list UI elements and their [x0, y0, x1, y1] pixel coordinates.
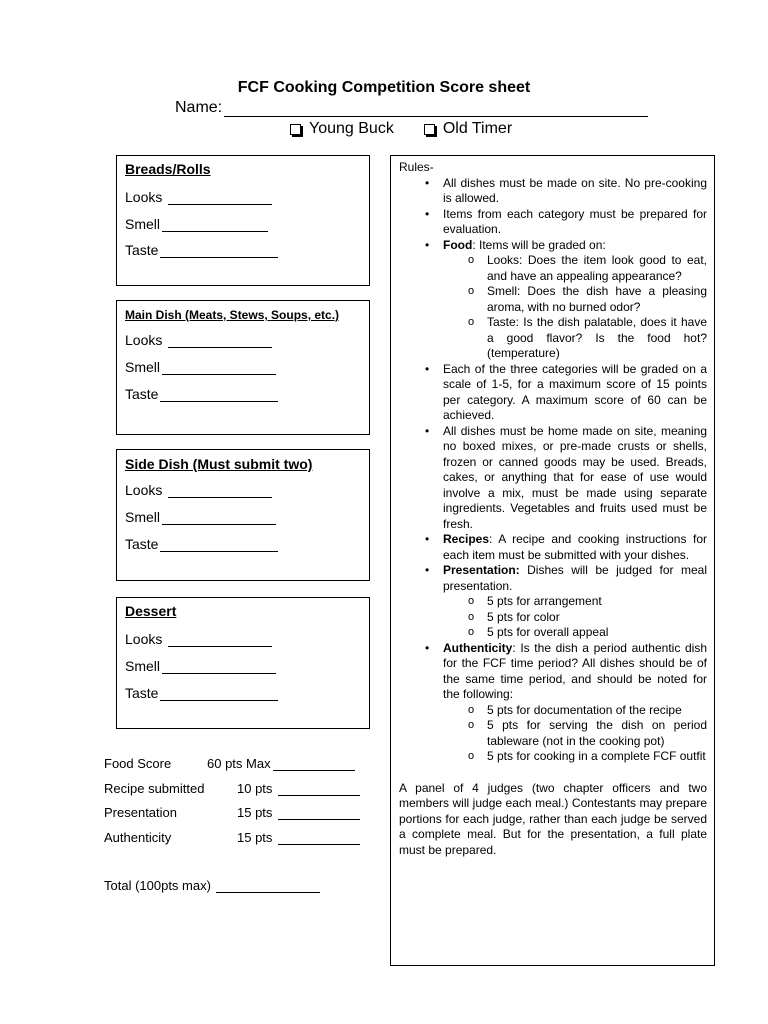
food-score-label: Food Score [104, 756, 172, 771]
criterion-label: Smell [125, 216, 161, 232]
list-item: • Recipes: A recipe and cooking instructions for each item must be submitted with your dishes. [399, 532, 707, 563]
score-blank[interactable] [278, 832, 360, 845]
name-label: Name: [175, 99, 223, 116]
category-dessert [116, 597, 370, 729]
smell-score-line[interactable] [125, 359, 276, 375]
old-timer-option[interactable] [424, 120, 512, 138]
presentation-row[interactable] [104, 805, 360, 820]
taste-score-line[interactable] [125, 536, 278, 552]
category-breads-rolls [116, 155, 370, 286]
category-side-dish [116, 449, 370, 581]
criterion-label: Looks [125, 482, 163, 498]
smell-score-line[interactable] [125, 216, 268, 232]
list-item: o Smell: Does the dish have a pleasing aroma, with no burned odor? [443, 284, 707, 315]
checkbox-icon[interactable] [424, 124, 435, 135]
taste-score-line[interactable] [125, 242, 278, 258]
score-blank[interactable] [216, 880, 320, 893]
looks-score-line[interactable] [125, 189, 272, 205]
category-title: Main Dish (Meats, Stews, Soups, etc.) [125, 308, 340, 322]
authenticity-pts: 15 pts [237, 830, 273, 845]
list-item: o 5 pts for serving the dish on period tableware (not in the cooking pot) [443, 718, 707, 749]
list-item: o Looks: Does the item look good to eat, and have an appealing appearance? [443, 253, 707, 284]
score-blank[interactable] [168, 633, 272, 647]
taste-score-line[interactable] [125, 685, 278, 701]
list-item: o 5 pts for color [443, 610, 707, 626]
looks-score-line[interactable] [125, 482, 272, 498]
score-blank[interactable] [160, 538, 278, 552]
category-title: Dessert [125, 603, 177, 619]
looks-score-line[interactable] [125, 631, 272, 647]
score-blank[interactable] [162, 660, 276, 674]
score-blank[interactable] [162, 511, 276, 525]
criterion-label: Taste [125, 242, 159, 258]
score-blank[interactable] [160, 687, 278, 701]
category-title: Side Dish (Must submit two) [125, 456, 313, 472]
criterion-label: Smell [125, 509, 161, 525]
score-blank[interactable] [168, 484, 272, 498]
list-item: o 5 pts for arrangement [443, 594, 707, 610]
list-item: o 5 pts for cooking in a complete FCF outfit [443, 749, 707, 765]
list-item: o Taste: Is the dish palatable, does it have a good flavor? Is the food hot? (temperature) [443, 315, 707, 362]
checkbox-icon[interactable] [290, 124, 301, 135]
authenticity-row[interactable] [104, 830, 360, 845]
food-score-row[interactable] [104, 756, 355, 771]
name-blank-line[interactable] [224, 101, 648, 117]
recipe-pts: 10 pts [237, 781, 273, 796]
criterion-label: Taste [125, 536, 159, 552]
score-summary [104, 756, 374, 896]
score-blank[interactable] [162, 361, 276, 375]
list-item: • Items from each category must be prepared for evaluation. [399, 207, 707, 238]
criterion-label: Taste [125, 386, 159, 402]
list-item: • Authenticity: Is the dish a period authentic dish for the FCF time period? All dishes should be of the same time period, and should be noted for the following: o 5 pts for documentation of the recipe o 5 pts for serving the dish on period tableware (not in the cooking pot) o 5 pts for cooking in a complete FCF outfit [399, 641, 707, 765]
score-blank[interactable] [162, 218, 268, 232]
presentation-pts: 15 pts [237, 805, 273, 820]
score-blank[interactable] [168, 191, 272, 205]
category-main-dish [116, 300, 370, 435]
category-title: Breads/Rolls [125, 161, 211, 177]
authenticity-label: Authenticity [104, 830, 172, 845]
criterion-label: Smell [125, 359, 161, 375]
list-item: o 5 pts for overall appeal [443, 625, 707, 641]
criterion-label: Smell [125, 658, 161, 674]
list-item: • Food: Items will be graded on: o Looks: Does the item look good to eat, and have an appealing appearance? o Smell: Does the dish have a pleasing aroma, with no burned odor? o Taste: Is the dish palatable, does it have a good flavor? Is the food hot? (temperature) [399, 238, 707, 362]
young-buck-option[interactable] [290, 120, 394, 138]
list-item: • Each of the three categories will be graded on a scale of 1-5, for a maximum score of 15 points per category. A maximum score of 60 can be achieved. [399, 362, 707, 424]
rules-heading: Rules- [399, 160, 434, 174]
criterion-label: Looks [125, 631, 163, 647]
recipe-row[interactable] [104, 781, 360, 796]
smell-score-line[interactable] [125, 509, 276, 525]
score-blank[interactable] [278, 807, 360, 820]
list-item: • All dishes must be home made on site, meaning no boxed mixes, or pre-made crusts or shells, frozen or canned goods may be used. Breads, cakes, or anything that for ease of use would involve a mix, must be made using separate ingredients. Vegetables and fruits used must be fresh. [399, 424, 707, 533]
food-score-max: 60 pts Max [207, 756, 271, 771]
criterion-label: Taste [125, 685, 159, 701]
score-blank[interactable] [168, 334, 272, 348]
list-item: • All dishes must be made on site. No pre-cooking is allowed. [399, 176, 707, 207]
criterion-label: Looks [125, 332, 163, 348]
old-timer-label: Old Timer [442, 120, 513, 137]
score-blank[interactable] [160, 244, 278, 258]
presentation-label: Presentation [104, 805, 177, 820]
taste-score-line[interactable] [125, 386, 278, 402]
criterion-label: Looks [125, 189, 163, 205]
rules-box [390, 155, 715, 966]
total-row[interactable] [104, 878, 320, 893]
rules-list [399, 176, 707, 765]
score-blank[interactable] [273, 758, 355, 771]
page-title: FCF Cooking Competition Score sheet [237, 79, 531, 96]
smell-score-line[interactable] [125, 658, 276, 674]
score-blank[interactable] [160, 388, 278, 402]
name-field[interactable] [175, 99, 648, 117]
list-item: o 5 pts for documentation of the recipe [443, 703, 707, 719]
judges-panel-note: A panel of 4 judges (two chapter officers and two members will judge each meal.) Contestants may prepare portions for each judge, rather than each judge be served a complete meal. But for the presentation, a full plate must be prepared. [399, 780, 707, 857]
division-options [290, 120, 512, 138]
young-buck-label: Young Buck [309, 120, 394, 137]
score-blank[interactable] [278, 783, 360, 796]
list-item: • Presentation: Dishes will be judged for meal presentation. o 5 pts for arrangement o 5 pts for color o 5 pts for overall appeal [399, 563, 707, 641]
total-label: Total (100pts max) [104, 878, 211, 893]
looks-score-line[interactable] [125, 332, 272, 348]
recipe-label: Recipe submitted [104, 781, 205, 796]
